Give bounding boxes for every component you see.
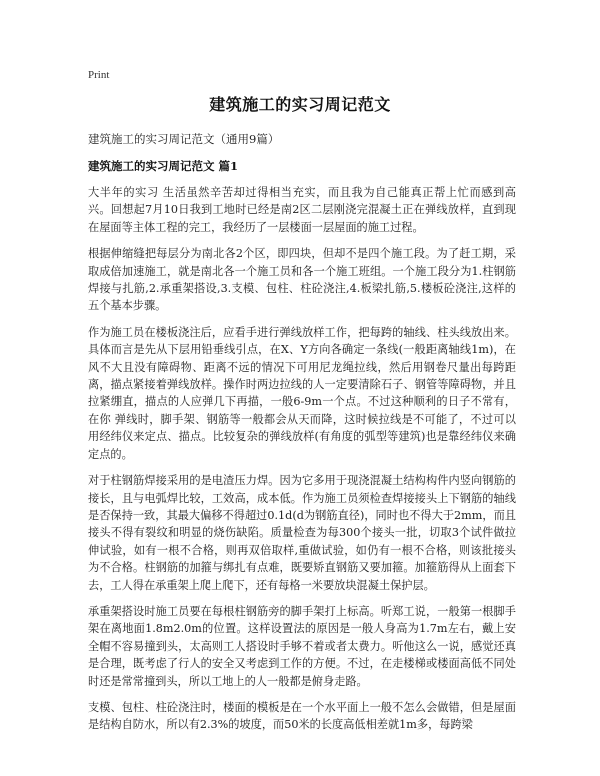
page-title: 建筑施工的实习周记范文 (209, 95, 391, 114)
paragraph: 大半年的实习 生活虽然辛苦却过得相当充实，而且我为自己能真正帮上忙而感到高兴。回想起7月10日我到工地时已经是南2区二层刚浇完混凝土正在弹线放样，直到现在屋面等主体工程的完工，我经历了一层楼面一层屋面的施工过程。 (88, 186, 516, 234)
paragraph: 对于柱钢筋焊接采用的是电渣压力焊。因为它多用于现浇混凝土结构构件内竖向钢筋的接长，且与电弧焊比较，工效高，成本低。作为施工员须检查焊接接头上下钢筋的轴线是否保持一致，其最大偏移不得超过0.1d(d为钢筋直径)，同时也不得大于2mm，而且接头不得有裂纹和明显的烧伤缺陷。质量检查为每300个接头一批，切取3个试件做拉伸试验，如有一根不合格，则再双倍取样,重做试验，如仍有一根不合格，则该批接头为不合格。柱钢筋的加箍与绑扎有点难，既要矫直钢筋又要加箍。加箍筋得从上面套下去，工人得在承重架上爬上爬下，还有每格一米要放块混凝土保护层。 (88, 474, 516, 592)
paragraph: 支模、包柱、柱砼浇注时，楼面的模板是在一个水平面上一般不怎么会做错，但是屋面是结构自防水，所以有2.3%的坡度，而50米的长度高低相差就1m多，每跨梁 (88, 700, 516, 732)
document-body (88, 184, 516, 743)
print-link[interactable]: Print (88, 69, 110, 81)
paragraph: 承重架搭设时施工员要在每根柱钢筋旁的脚手架打上标高。听郑工说，一般第一根脚手架在离地面1.8m2.0m的位置。这样设置法的原因是一般人身高为1.7m左右，戴上安全帽不容易撞到头，太高则工人搭设时手够不着或者太费力。听他这么一说，感觉还真是合理，既考虑了行人的安全又考虑到工作的方便。不过，在走楼梯或楼面高低不同处时还是常常撞到头，所以工地上的人一般都是俯身走路。 (88, 604, 516, 688)
paragraph: 根据伸缩缝把每层分为南北各2个区，即四块，但却不是四个施工段。为了赶工期，采取成倍加速施工，就是南北各一个施工员和各一个施工班组。一个施工段分为1.柱钢筋焊接与扎筋,2.承重架搭设,3.支模、包柱、柱砼浇注,4.板梁扎筋,5.楼板砼浇注,这样的五个基本步骤。 (88, 247, 516, 313)
section-heading: 建筑施工的实习周记范文 篇1 (88, 159, 239, 173)
document-subtitle: 建筑施工的实习周记范文（通用9篇） (88, 132, 280, 146)
paragraph: 作为施工员在楼板浇注后，应看手进行弹线放样工作，把每跨的轴线、柱头线放出来。具体而言是先从下层用铅垂线引点，在X、Y方向各确定一条线(一般距离轴线1m)，在风不大且没有障碍物、距离不远的情况下可用尼龙绳拉线，然后用钢卷尺量出每跨距离，描点紧接着弹线放样。操作时两边拉线的人一定要清除石子、钢管等障碍物，并且拉紧绷直，描点的人应弹几下再描，一般6-9m一个点。不过这种顺利的日子不常有，在你 弹线时，脚手架、钢筋等一般都会从天而降，这时候拉线是不可能了，不过可以用经纬仪来定点、描点。比较复杂的弹线放样(有角度的弧型等建筑)也是靠经纬仪来确定点的。 (88, 325, 516, 461)
